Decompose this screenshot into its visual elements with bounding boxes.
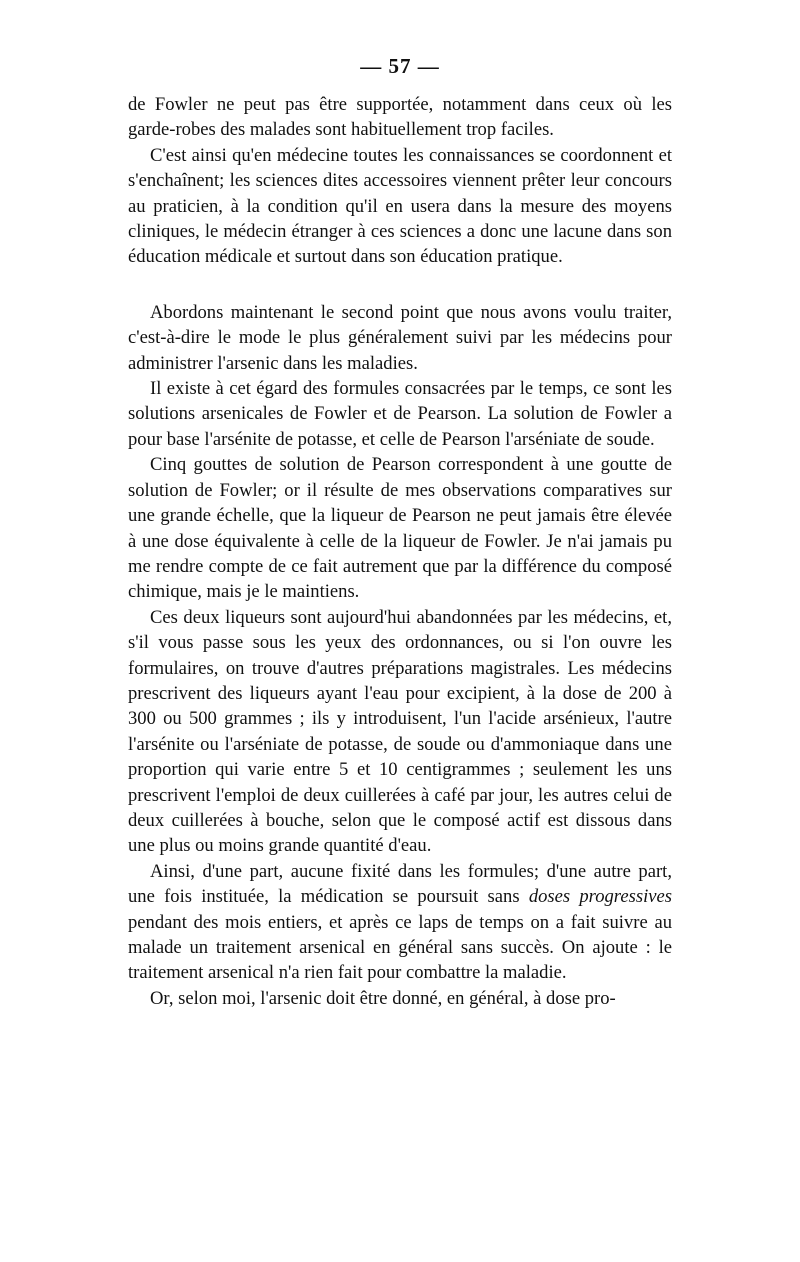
paragraph-second-point: Abordons maintenant le second point que nous avons voulu traiter, c'est-à-dire le mode le plus généralement suivi par les médecins pour administrer l'arsenic dans les maladies.	[128, 301, 672, 374]
emphasis-doses-progressives: doses progressives	[528, 886, 672, 908]
page-number: — 57 —	[360, 54, 440, 78]
paragraph-arsenic-dose: Or, selon moi, l'arsenic doit être donné, en général, à dose pro-	[150, 987, 616, 1009]
section-break	[128, 270, 672, 300]
paragraph-formulas: Il existe à cet égard des formules consacrées par le temps, ce sont les solutions arsenicales de Fowler et de Pearson. La solution de Fowler a pour base l'arsénite de potasse, et celle de Pearson l'arséniate de soude.	[128, 378, 672, 450]
paragraph-no-fixity-end: pendant des mois entiers, et après ce laps de temps on a fait suivre au malade un traitement arsenical en général sans succès. On ajoute : le traitement arsenical n'a rien fait pour combattre la maladie.	[128, 911, 672, 984]
paragraph-continuation: de Fowler ne peut pas être supportée, notamment dans ceux où les garde-robes des malades sont habituellement trop faciles.	[128, 94, 672, 141]
paragraph-pearson-fowler: Cinq gouttes de solution de Pearson correspondent à une goutte de solution de Fowler; or il résulte de mes observations comparatives sur une grande échelle, que la liqueur de Pearson ne peut jamais être élevée à une dose équivalente à celle de la liqueur de Fowler. Je n'ai jamais pu me rendre compte de ce fait autrement que par la différence du composé chimique, mais je le maintiens.	[128, 454, 672, 603]
paragraph-abandoned-liquors: Ces deux liqueurs sont aujourd'hui abandonnées par les médecins, et, s'il vous passe sous les yeux des ordonnances, ou si l'on ouvre les formulaires, on trouve d'autres préparations magistrales. Les médecins prescrivent des liqueurs ayant l'eau pour excipient, à la dose de 200 à 300 ou 500 grammes ; ils y introduisent, l'un l'acide arsénieux, l'autre l'arsénite ou l'arséniate de potasse, de soude ou d'ammoniaque dans une proportion qui varie entre 5 et 10 centigrammes ; seulement les uns prescrivent l'emploi de deux cuillerées à café par jour, les autres celui de deux cuillerées à bouche, selon que le composé actif est dissous dans une plus ou moins grande quantité d'eau.	[128, 606, 672, 857]
page-body-text	[128, 92, 672, 1011]
paragraph-no-fixity-start: Ainsi, d'une part, aucune fixité dans les formules; d'une autre part, une fois instituée, la médication se poursuit sans	[128, 860, 672, 908]
paragraph-no-fixity	[128, 859, 672, 986]
paragraph-medical-knowledge: C'est ainsi qu'en médecine toutes les connaissances se coordonnent et s'enchaînent; les sciences dites accessoires viennent prêter leur concours au praticien, à la condition qu'il en usera dans la mesure des moyens cliniques, le médecin étranger à ces sciences a donc une lacune dans son éducation médicale et surtout dans son éducation pratique.	[128, 144, 672, 268]
